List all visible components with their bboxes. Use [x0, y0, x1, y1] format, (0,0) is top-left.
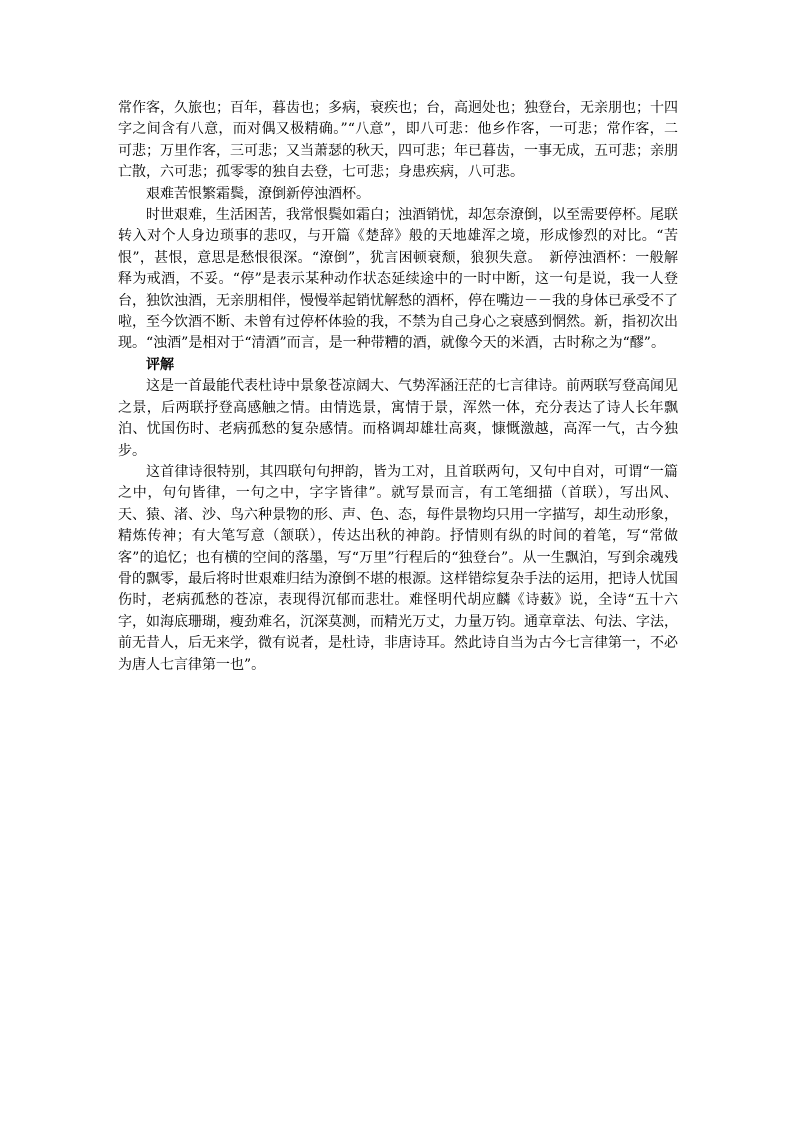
- document-page: [118, 98, 678, 676]
- section-heading: 评解: [146, 356, 174, 373]
- body-paragraph: 常作客，久旅也；百年，暮齿也；多病，衰疾也；台，高迥处也；独登台，无亲朋也；十四字之间含有八意，而对偶又极精确。”“八意”，即八可悲：他乡作客，一可悲；常作客，二可悲；万里作客，三可悲；又当萧瑟的秋天，四可悲；年已暮齿，一事无成，五可悲；亲朋亡散，六可悲；孤零零的独自去登，七可悲；身患疾病，八可悲。: [118, 100, 678, 181]
- body-paragraph: 时世艰难，生活困苦，我常恨鬓如霜白；浊酒销忧，却怎奈潦倒，以至需要停杯。尾联转入对个人身边琐事的悲叹，与开篇《楚辞》般的天地雄浑之境，形成惨烈的对比。“苦恨”，甚恨，意思是愁恨很深。“潦倒”，犹言困顿衰颓，狼狈失意。 新停浊酒杯：一般解释为戒酒，不妥。“停”是表示某种动作状态延续途中的一时中断，这一句是说，我一人登台，独饮浊酒，无亲朋相伴，慢慢举起销忧解愁的酒杯，停在嘴边－－我的身体已承受不了啦，至今饮酒不断、未曾有过停杯体验的我，不禁为自己身心之衰感到惘然。新，指初次出现。“浊酒”是相对于“清酒”而言，是一种带糟的酒，就像今天的米酒，古时称之为“醪”。: [118, 207, 678, 352]
- poem-line: 艰难苦恨繁霜鬓，潦倒新停浊酒杯。: [146, 185, 370, 202]
- commentary-paragraph: 这首律诗很特别，其四联句句押韵，皆为工对，且首联两句，又句中自对，可谓“一篇之中，句句皆律，一句之中，字字皆律”。就写景而言，有工笔细描（首联），写出风、天、猿、渚、沙、鸟六种景物的形、声、色、态，每件景物均只用一字描写，却生动形象，精炼传神；有大笔写意（颔联），传达出秋的神韵。抒情则有纵的时间的着笔，写“常做客”的追忆；也有横的空间的落墨，写“万里”行程后的“独登台”。从一生飘泊，写到余魂残骨的飘零，最后将时世艰难归结为潦倒不堪的根源。这样错综复杂手法的运用，把诗人忧国伤时，老病孤愁的苍凉，表现得沉郁而悲壮。难怪明代胡应麟《诗薮》说，全诗“五十六字，如海底珊瑚，瘦劲难名，沉深莫测，而精光万丈，力量万钧。通章章法、句法、字法，前无昔人，后无来学，微有说者，是杜诗，非唐诗耳。然此诗自当为古今七言律第一，不必为唐人七言律第一也”。: [118, 463, 678, 673]
- commentary-paragraph: 这是一首最能代表杜诗中景象苍凉阔大、气势浑涵汪茫的七言律诗。前两联写登高闻见之景，后两联抒登高感触之情。由情选景，寓情于景，浑然一体，充分表达了诗人长年飘泊、忧国伤时、老病孤愁的复杂感情。而格调却雄壮高爽，慷慨激越，高浑一气，古今独步。: [118, 378, 678, 459]
